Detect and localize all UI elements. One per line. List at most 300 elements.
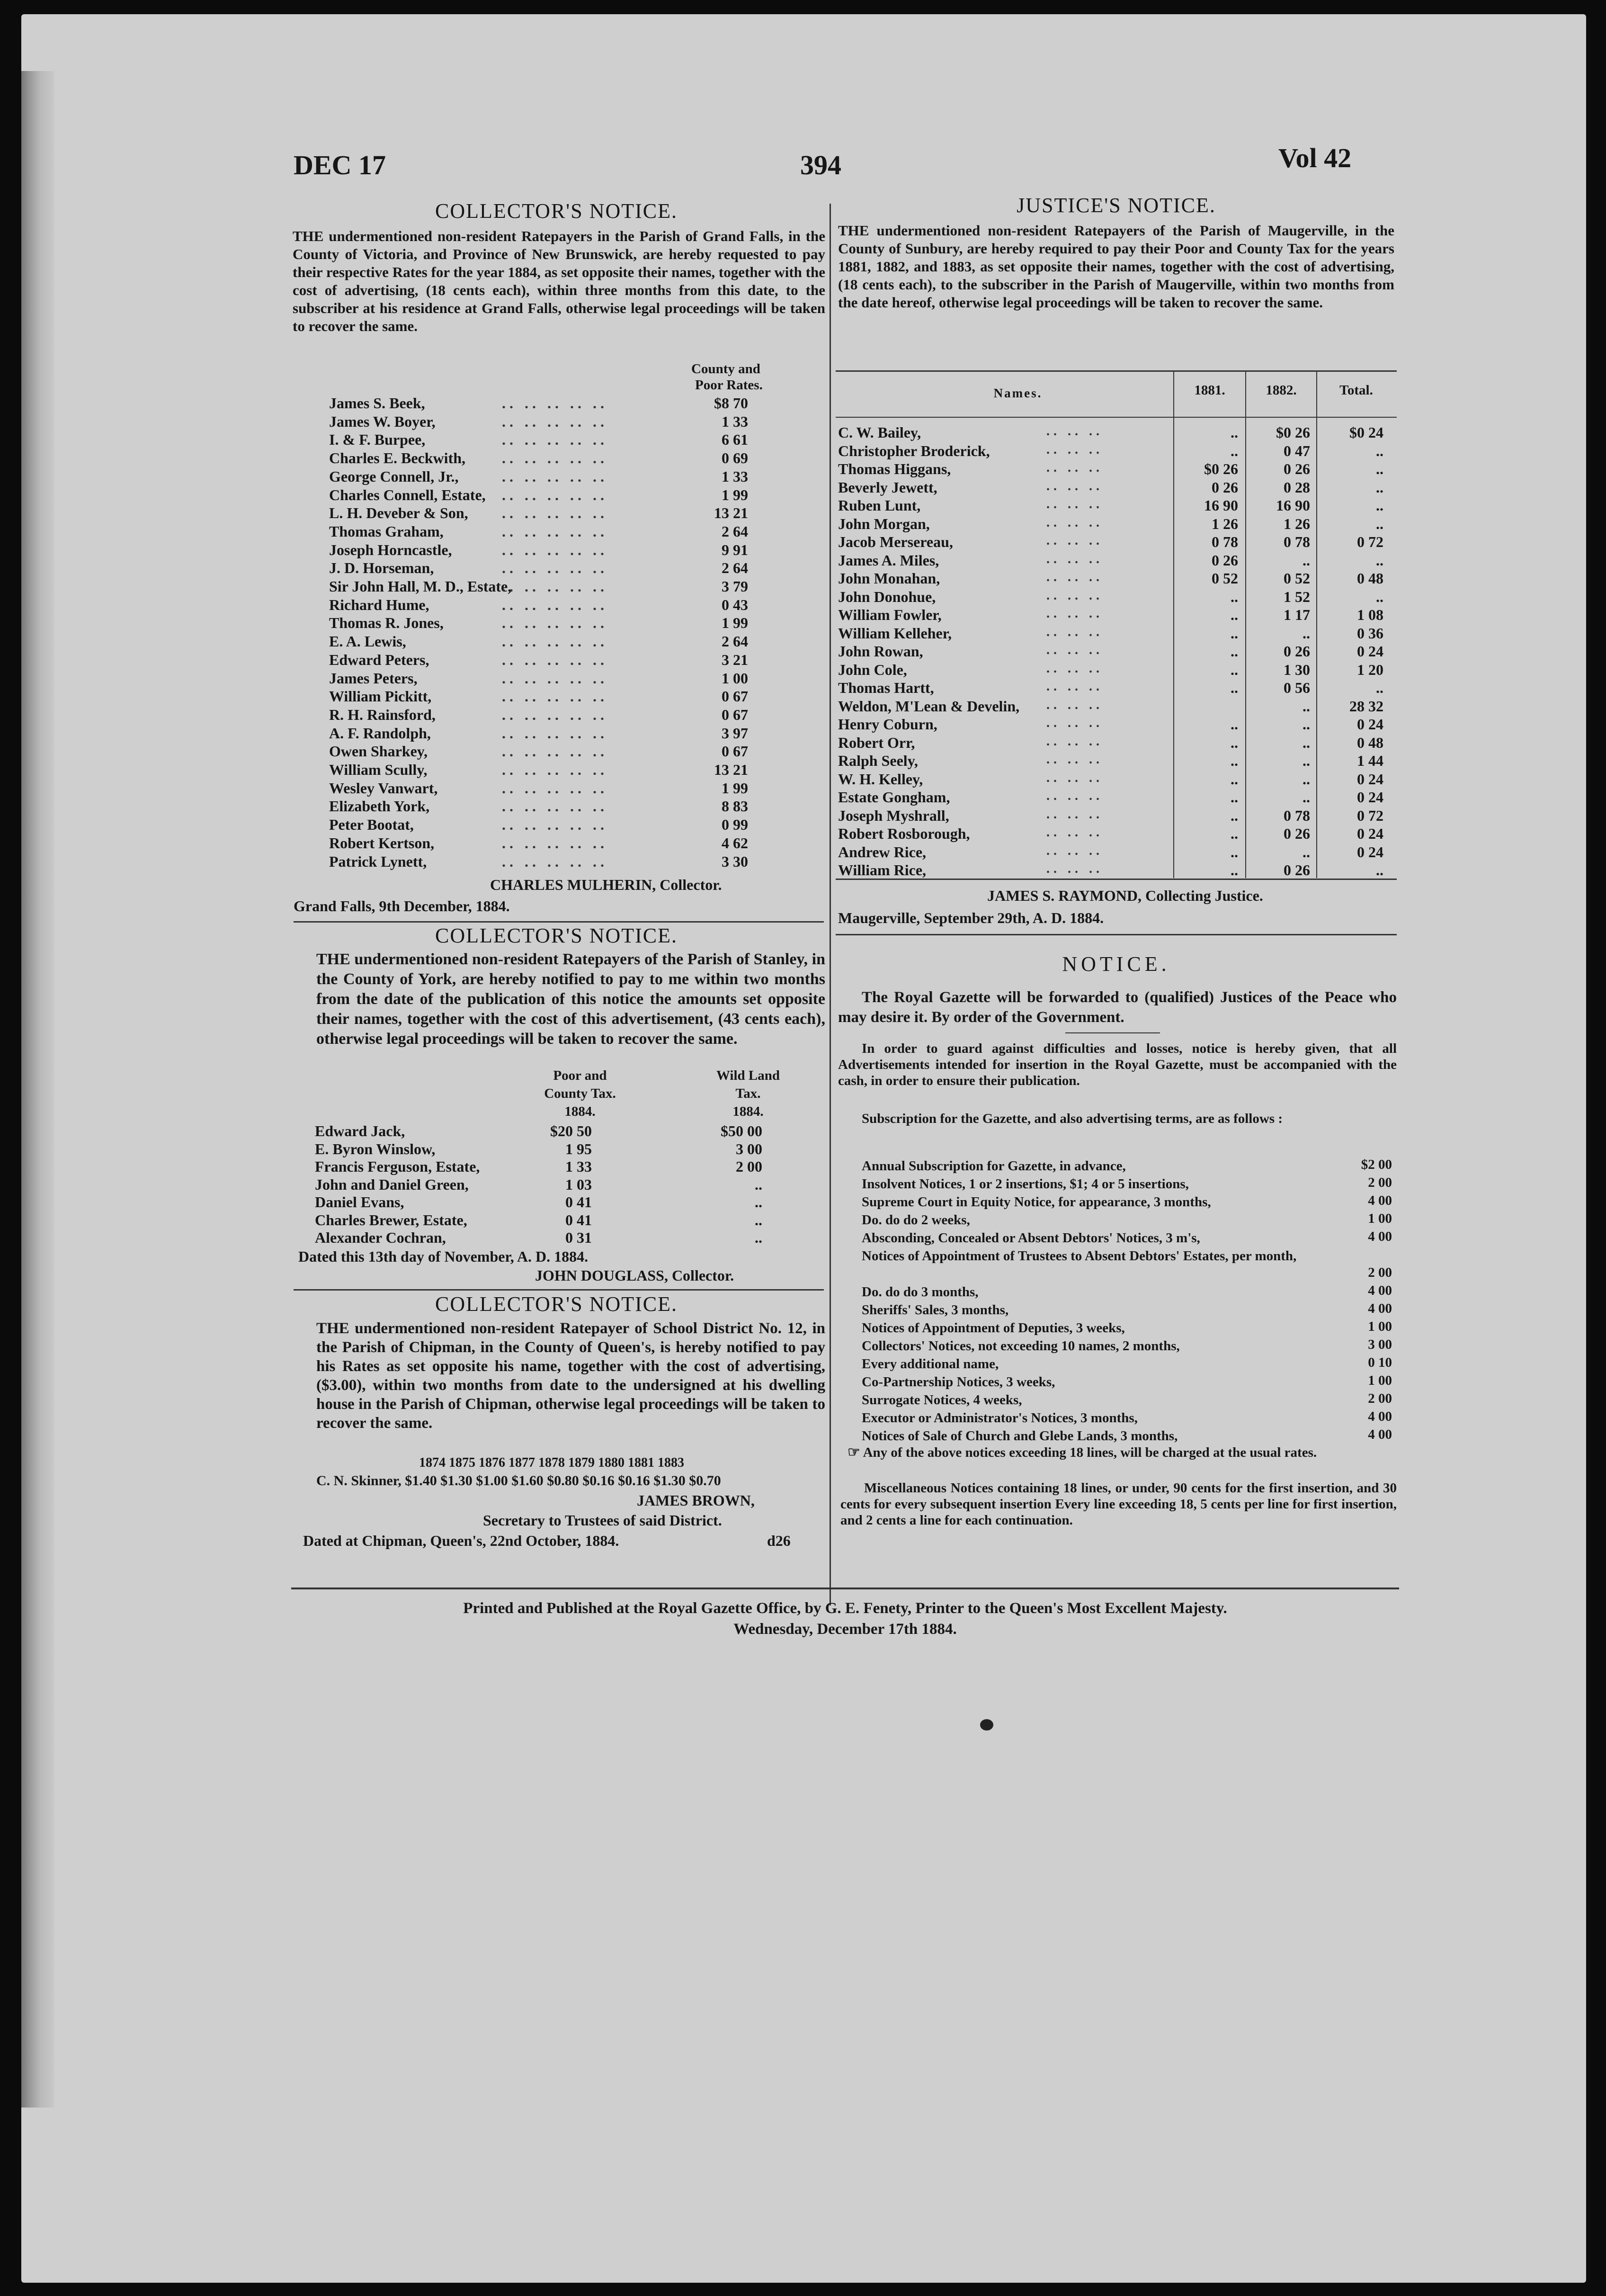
collector-notice-1-title: COLLECTOR'S NOTICE. [435,199,678,223]
column-divider [830,204,831,1605]
leader-dots: .. .. .. .. .. [502,743,608,760]
collector-notice-3-text: THE undermentioned non-resident Ratepayer of School District No. 12, in the Parish of Chipman, in the County of Queen's, is hereby notified to pay his Rates as set opposite his name, together with the cost of advertising, ($3.00), within two months from date to the undersigned at his dwelling house in the Parish of Chipman, otherwise legal proceedings will be taken to recover the same. [316,1320,825,1432]
tax-total: 28 32 [1349,697,1383,715]
tax-1881: .. [1231,843,1238,861]
general-notice-paragraph-3: Subscription for the Gazette, and also advertising terms, are as follows : [862,1111,1283,1126]
section-rule [836,934,1397,935]
rate-price: 4 00 [1368,1427,1392,1442]
leader-dots: .. .. .. .. .. [502,779,608,797]
wild-land-tax: .. [755,1211,762,1229]
leader-dots: .. .. .. .. .. [502,486,608,503]
wild-land-tax: .. [755,1193,762,1211]
general-notice-paragraph-2: In order to guard against difficulties and losses, notice is hereby given, that all Advertisements intended for insertion in the Royal Gazette, must be accompanied with the cash, in order to ensure their publication. [838,1041,1397,1088]
tax-total: .. [1376,497,1383,514]
poor-county-tax: 1 95 [565,1140,592,1157]
leader-dots: .. .. .. [1046,789,1103,803]
tax-total: 0 36 [1357,624,1383,642]
tax-amount: 8 83 [722,798,748,815]
tax-1881: .. [1231,624,1238,642]
rate-price: 1 00 [1368,1211,1392,1226]
taxpayer-name: Wesley Vanwart, [329,779,438,797]
tax-total: 0 48 [1357,734,1383,751]
leader-dots: .. .. .. .. .. [502,431,608,448]
leader-dots: .. .. .. [1046,497,1103,511]
leader-dots: .. .. .. .. .. [502,395,608,412]
tax-amount: 2 64 [722,633,748,650]
rate-label: Sheriffs' Sales, 3 months, [862,1302,1009,1318]
rate-price: 1 00 [1368,1319,1392,1334]
tax-1881: .. [1231,825,1238,842]
page-binding-edge [21,71,54,2108]
tax-1881: .. [1231,716,1238,733]
rate-price: 2 00 [1368,1391,1392,1406]
rate-price: 2 00 [1368,1175,1392,1190]
tax-1881: 0 26 [1212,551,1238,569]
tax-total: $0 24 [1349,424,1383,441]
leader-dots: .. .. .. .. .. [502,541,608,558]
leader-dots: .. .. .. .. .. [502,578,608,595]
ratepayer-name: William Fowler, [838,606,942,623]
taxpayer-name: Joseph Horncastle, [329,541,452,558]
tax-amount: 1 00 [722,669,748,687]
tax-amount: 1 99 [722,486,748,503]
taxpayer-name: Charles E. Beckwith, [329,449,465,467]
taxpayer-name: I. & F. Burpee, [329,431,426,448]
leader-dots: .. .. .. .. .. [502,467,608,485]
poor-county-tax: 0 41 [565,1211,592,1229]
leader-dots: .. .. .. .. .. [502,633,608,650]
wild-land-tax: .. [755,1175,762,1193]
ratepayer-name: James A. Miles, [838,551,939,569]
poor-county-tax: 0 31 [565,1229,592,1246]
newspaper-page [21,14,1586,2283]
leader-dots: .. .. .. .. .. [502,798,608,815]
tax-total: .. [1376,478,1383,496]
taxpayer-name: J. D. Horseman, [329,559,434,577]
collector-notice-2-col1-header: Poor and [553,1068,607,1083]
tax-total: .. [1376,551,1383,569]
header-volume: Vol 42 [1278,143,1352,173]
leader-dots: .. .. .. [1046,460,1103,475]
wild-land-tax: 3 00 [736,1140,762,1157]
taxpayer-name: Charles Connell, Estate, [329,486,486,503]
taxpayer-name: L. H. Deveber & Son, [329,504,468,522]
collector-notice-3-years: 1874 1875 1876 1877 1878 1879 1880 1881 1883 [419,1455,684,1470]
leader-dots: .. .. .. .. .. [502,651,608,668]
tax-1882: .. [1303,697,1310,715]
leader-dots: .. .. .. .. .. [502,614,608,632]
rate-label: Notices of Sale of Church and Glebe Lands, 3 months, [862,1428,1178,1444]
taxpayer-name: Edward Jack, [315,1122,405,1139]
leader-dots: .. .. .. .. .. [502,816,608,834]
collector-notice-1-col-header: Poor Rates. [695,377,763,393]
justice-notice-signature: JAMES S. RAYMOND, Collecting Justice. [987,887,1263,904]
tax-1881: .. [1231,606,1238,623]
ratepayer-name: John Monahan, [838,570,940,587]
header-page-number: 394 [800,150,841,180]
tax-1882: 0 28 [1284,478,1310,496]
leader-dots: .. .. .. .. .. [502,413,608,430]
poor-county-tax: 1 03 [565,1175,592,1193]
tax-1882: .. [1303,752,1310,769]
tax-total: 1 20 [1357,661,1383,678]
tax-amount: 3 79 [722,578,748,595]
tax-1881: .. [1231,752,1238,769]
tax-amount: 0 67 [722,706,748,723]
leader-dots: .. .. .. [1046,825,1103,840]
taxpayer-name: James W. Boyer, [329,413,436,430]
leader-dots: .. .. .. [1046,752,1103,767]
tax-1882: 1 17 [1284,606,1310,623]
tax-1881: 0 52 [1212,570,1238,587]
tax-1882: 0 78 [1284,533,1310,550]
taxpayer-name: Robert Kertson, [329,834,435,852]
taxpayer-name: Thomas Graham, [329,522,444,540]
ratepayer-name: Robert Orr, [838,734,915,751]
leader-dots: .. .. .. .. .. [502,706,608,723]
tax-amount: 0 67 [722,688,748,705]
footer-rule [291,1587,1399,1589]
rate-price: 1 00 [1368,1373,1392,1388]
ratepayer-name: John Cole, [838,661,907,678]
rate-label: Absconding, Concealed or Absent Debtors' Notices, 3 m's, [862,1230,1200,1246]
tax-amount: 1 99 [722,614,748,632]
ratepayer-name: Weldon, M'Lean & Develin, [838,697,1020,715]
section-rule [294,921,824,923]
leader-dots: .. .. .. [1046,424,1103,439]
tax-1881: .. [1231,861,1238,879]
table-rule [836,417,1397,418]
rate-label: Every additional name, [862,1356,999,1372]
leader-dots: .. .. .. [1046,442,1103,457]
collector-notice-3-dateline: Dated at Chipman, Queen's, 22nd October, 1884. [303,1532,619,1549]
collector-notice-3-row: C. N. Skinner, $1.40 $1.30 $1.00 $1.60 $0.80 $0.16 $0.16 $1.30 $0.70 [316,1473,721,1489]
leader-dots: .. .. .. [1046,716,1103,730]
leader-dots: .. .. .. .. .. [502,449,608,467]
collector-notice-3-signature: JAMES BROWN, [637,1492,755,1509]
rate-label: Supreme Court in Equity Notice, for appearance, 3 months, [862,1194,1211,1210]
ratepayer-name: W. H. Kelley, [838,770,923,788]
taxpayer-name: A. F. Randolph, [329,724,431,742]
tax-1881: 0 26 [1212,478,1238,496]
taxpayer-name: William Pickitt, [329,688,432,705]
ratepayer-name: Ruben Lunt, [838,497,921,514]
tax-1882: 1 52 [1284,588,1310,605]
ratepayer-name: Henry Coburn, [838,716,937,733]
collector-notice-2-col2-header: Tax. [735,1086,761,1101]
tax-1881: 16 90 [1204,497,1238,514]
tax-1882: 0 56 [1284,679,1310,696]
footer-date: Wednesday, December 17th 1884. [733,1621,957,1638]
taxpayer-name: Sir John Hall, M. D., Estate, [329,578,512,595]
tax-1881: .. [1231,442,1238,459]
taxpayer-name: Peter Bootat, [329,816,414,834]
taxpayer-name: Owen Sharkey, [329,743,428,760]
tax-total: 0 24 [1357,789,1383,806]
taxpayer-name: James S. Beek, [329,395,425,412]
taxpayer-name: Daniel Evans, [315,1193,404,1211]
taxpayer-name: Edward Peters, [329,651,429,668]
collector-notice-1-text: THE undermentioned non-resident Ratepayers in the Parish of Grand Falls, in the County of Victoria, and Province of New Brunswick, are hereby requested to pay their respective Rates for the year 1884, as set opposite their names, together with the cost of advertising, (18 cents each), within three months from this date, to the subscriber at his residence at Grand Falls, otherwise legal proceedings will be taken to recover the same. [293,228,825,334]
leader-dots: .. .. .. .. .. [502,724,608,742]
tax-total: .. [1376,861,1383,879]
taxpayer-name: Patrick Lynett, [329,852,427,870]
collector-notice-1-signature: CHARLES MULHERIN, Collector. [490,876,722,893]
collector-notice-2-title: COLLECTOR'S NOTICE. [435,924,678,947]
wild-land-tax: $50 00 [721,1122,762,1139]
ratepayer-name: Beverly Jewett, [838,478,937,496]
general-notice-paragraph-5: Miscellaneous Notices containing 18 lines, or under, 90 cents for the first insertion, and 30 cents for every subsequent insertion Every line exceeding 18, 5 cents per line for first insertion, and 2 cents a line for each continuation. [840,1480,1397,1528]
tax-1882: .. [1303,716,1310,733]
tax-total: 0 24 [1357,843,1383,861]
rate-price: 4 00 [1368,1229,1392,1244]
rate-label: Do. do do 3 months, [862,1284,979,1300]
wild-land-tax: 2 00 [736,1158,762,1175]
rate-label: Do. do do 2 weeks, [862,1212,970,1228]
tax-1882: 0 26 [1284,460,1310,477]
leader-dots: .. .. .. .. .. [502,669,608,687]
tax-1881: 0 78 [1212,533,1238,550]
ratepayer-name: William Rice, [838,861,927,879]
justice-notice-dateline: Maugerville, September 29th, A. D. 1884. [838,909,1104,926]
tax-total: .. [1376,460,1383,477]
justice-notice-title: JUSTICE'S NOTICE. [1017,194,1216,217]
table-rule [836,370,1397,372]
tax-amount: $8 70 [714,395,748,412]
footer-imprint: Printed and Published at the Royal Gazette Office, by G. E. Fenety, Printer to the Queen's Most Excellent Majesty. [463,1600,1227,1617]
tax-1882: 16 90 [1276,497,1310,514]
ratepayer-name: C. W. Bailey, [838,424,921,441]
leader-dots: .. .. .. [1046,679,1103,694]
justice-table-header-total: Total. [1339,383,1373,398]
leader-dots: .. .. .. [1046,843,1103,858]
tax-amount: 13 21 [714,504,748,522]
tax-1881: .. [1231,807,1238,824]
taxpayer-name: Alexander Cochran, [315,1229,446,1246]
ratepayer-name: Christopher Broderick, [838,442,990,459]
leader-dots: .. .. .. [1046,807,1103,822]
tax-amount: 2 64 [722,522,748,540]
rate-label: Surrogate Notices, 4 weeks, [862,1392,1022,1408]
leader-dots: .. .. .. [1046,570,1103,584]
tax-total: 0 24 [1357,716,1383,733]
rate-label: Co-Partnership Notices, 3 weeks, [862,1374,1055,1390]
leader-dots: .. .. .. .. .. [502,688,608,705]
leader-dots: .. .. .. [1046,697,1103,712]
taxpayer-name: Thomas R. Jones, [329,614,444,632]
tax-1881: .. [1231,734,1238,751]
taxpayer-name: R. H. Rainsford, [329,706,436,723]
rate-price: 0 10 [1368,1355,1392,1370]
tax-1882: .. [1303,551,1310,569]
general-notice-paragraph-4-text: Any of the above notices exceeding 18 lines, will be charged at the usual rates. [863,1445,1317,1460]
leader-dots: .. .. .. .. .. [502,559,608,577]
ratepayer-name: Estate Gongham, [838,789,950,806]
leader-dots: .. .. .. [1046,533,1103,548]
leader-dots: .. .. .. [1046,661,1103,676]
rate-price: 2 00 [1368,1265,1392,1280]
taxpayer-name: Charles Brewer, Estate, [315,1211,467,1229]
ratepayer-name: Thomas Hartt, [838,679,934,696]
leader-dots: .. .. .. [1046,624,1103,639]
tax-1882: 1 30 [1284,661,1310,678]
tax-amount: 0 99 [722,816,748,834]
justice-table-header-names: Names. [993,386,1043,400]
tax-total: 1 44 [1357,752,1383,769]
taxpayer-name: E. Byron Winslow, [315,1140,436,1157]
tax-total: 1 08 [1357,606,1383,623]
leader-dots: .. .. .. .. .. [502,504,608,522]
leader-dots: .. .. .. .. .. [502,834,608,852]
tax-amount: 3 30 [722,852,748,870]
ratepayer-name: Thomas Higgans, [838,460,951,477]
tax-1882: .. [1303,624,1310,642]
tax-amount: 0 43 [722,596,748,613]
rate-label: Insolvent Notices, 1 or 2 insertions, $1; 4 or 5 insertions, [862,1176,1189,1192]
tax-1881: .. [1231,588,1238,605]
collector-notice-3-code: d26 [767,1532,791,1549]
tax-1882: 0 26 [1284,825,1310,842]
collector-notice-3-signature-title: Secretary to Trustees of said District. [483,1512,722,1529]
tax-total: .. [1376,679,1383,696]
rate-label: Collectors' Notices, not exceeding 10 names, 2 months, [862,1338,1180,1354]
rate-price: 4 00 [1368,1301,1392,1316]
leader-dots: .. .. .. [1046,606,1103,621]
rate-label: Executor or Administrator's Notices, 3 months, [862,1410,1138,1426]
tax-1882: $0 26 [1276,424,1310,441]
rate-label: Notices of Appointment of Deputies, 3 weeks, [862,1320,1125,1336]
tax-1881: .. [1231,643,1238,660]
taxpayer-name: Richard Hume, [329,596,429,613]
leader-dots: .. .. .. [1046,643,1103,657]
collector-notice-2-dateline: Dated this 13th day of November, A. D. 1884. [298,1248,589,1265]
leader-dots: .. .. .. [1046,770,1103,785]
ratepayer-name: Ralph Seely, [838,752,918,769]
tax-amount: 6 61 [722,431,748,448]
tax-total: 0 24 [1357,825,1383,842]
general-notice-paragraph-1: The Royal Gazette will be forwarded to (qualified) Justices of the Peace who may desire it. By order of the Government. [838,989,1397,1026]
rate-price: 4 00 [1368,1193,1392,1208]
rate-price: $2 00 [1361,1157,1392,1172]
taxpayer-name: E. A. Lewis, [329,633,406,650]
justice-notice-text: THE undermentioned non-resident Ratepayers of the Parish of Maugerville, in the County of Sunbury, are hereby required to pay their Poor and County Tax for the years 1881, 1882, and 1883, as set opposite their names, together with the cost of advertising, (18 cents each), to the subscriber in the Parish of Maugerville, within two months from the date hereof, otherwise legal proceedings will be taken to recover the same. [838,222,1394,311]
taxpayer-name: John and Daniel Green, [315,1175,469,1193]
tax-1881: .. [1231,679,1238,696]
taxpayer-name: Francis Ferguson, Estate, [315,1158,480,1175]
leader-dots: .. .. .. .. .. [502,522,608,540]
tax-amount: 9 91 [722,541,748,558]
tax-amount: 2 64 [722,559,748,577]
taxpayer-name: George Connell, Jr., [329,467,459,485]
taxpayer-name: William Scully, [329,761,428,778]
leader-dots: .. .. .. [1046,478,1103,493]
collector-notice-2-text: THE undermentioned non-resident Ratepayers of the Parish of Stanley, in the County of York, are hereby notified to pay to me within two months from the date of the publication of this notice the amounts set opposite their names, together with the cost of this advertisement, (43 cents each), otherwise legal proceedings will be taken to recover the same. [316,951,825,1048]
tax-1882: .. [1303,843,1310,861]
collector-notice-1-col-header: County and [691,361,760,377]
collector-notice-2-col2-header: 1884. [732,1104,764,1119]
leader-dots: .. .. .. [1046,861,1103,876]
ratepayer-name: John Rowan, [838,643,923,660]
tax-1882: 0 26 [1284,861,1310,879]
poor-county-tax: 1 33 [565,1158,592,1175]
tax-amount: 1 33 [722,467,748,485]
tax-1881: 1 26 [1212,515,1238,532]
tax-total: 0 72 [1357,533,1383,550]
general-notice-paragraph-4 [848,1444,1397,1461]
tax-1882: .. [1303,770,1310,788]
pointing-hand-icon: ☞ [848,1444,860,1460]
tax-1882: 0 26 [1284,643,1310,660]
tax-amount: 0 67 [722,743,748,760]
leader-dots: .. .. .. .. .. [502,852,608,870]
tax-total: 0 72 [1357,807,1383,824]
tax-1881: $0 26 [1204,460,1238,477]
poor-county-tax: 0 41 [565,1193,592,1211]
justice-table-header-1881: 1881. [1194,383,1225,398]
tax-total: 0 24 [1357,770,1383,788]
tax-total: 0 48 [1357,570,1383,587]
tax-1882: 1 26 [1284,515,1310,532]
collector-notice-2-col1-header: County Tax. [544,1086,616,1101]
header-date: DEC 17 [294,150,386,180]
table-rule [836,879,1397,880]
rate-price: 4 00 [1368,1409,1392,1424]
collector-notice-1-dateline: Grand Falls, 9th December, 1884. [294,897,510,915]
tax-amount: 3 97 [722,724,748,742]
section-rule [294,1289,824,1291]
rate-price: 3 00 [1368,1337,1392,1352]
leader-dots: .. .. .. .. .. [502,761,608,778]
tax-1882: .. [1303,734,1310,751]
general-notice-title: NOTICE. [1062,952,1170,976]
poor-county-tax: $20 50 [550,1122,592,1139]
tax-1881: .. [1231,789,1238,806]
short-rule [1065,1032,1160,1033]
tax-1882: 0 78 [1284,807,1310,824]
ratepayer-name: Jacob Mersereau, [838,533,953,550]
leader-dots: .. .. .. [1046,551,1103,566]
tax-total: 0 24 [1357,643,1383,660]
tax-1881: .. [1231,424,1238,441]
ratepayer-name: John Morgan, [838,515,930,532]
rate-label: Notices of Appointment of Trustees to Absent Debtors' Estates, per month, [862,1248,1297,1264]
tax-amount: 1 33 [722,413,748,430]
leader-dots: .. .. .. .. .. [502,596,608,613]
rate-label: Annual Subscription for Gazette, in advance, [862,1158,1126,1174]
ratepayer-name: Robert Rosborough, [838,825,970,842]
collector-notice-3-title: COLLECTOR'S NOTICE. [435,1292,678,1316]
ratepayer-name: William Kelleher, [838,624,952,642]
collector-notice-2-col1-header: 1884. [564,1104,596,1119]
tax-1881: .. [1231,770,1238,788]
taxpayer-name: James Peters, [329,669,418,687]
justice-table-header-1882: 1882. [1266,383,1297,398]
tax-total: .. [1376,588,1383,605]
tax-amount: 1 99 [722,779,748,797]
tax-1882: .. [1303,789,1310,806]
tax-amount: 0 69 [722,449,748,467]
ink-blot [980,1719,993,1731]
tax-1882: 0 47 [1284,442,1310,459]
leader-dots: .. .. .. [1046,734,1103,749]
leader-dots: .. .. .. [1046,588,1103,603]
ratepayer-name: Andrew Rice, [838,843,927,861]
tax-1882: 0 52 [1284,570,1310,587]
rate-price: 4 00 [1368,1283,1392,1298]
ratepayer-name: John Donohue, [838,588,936,605]
tax-total: .. [1376,442,1383,459]
ratepayer-name: Joseph Myshrall, [838,807,949,824]
